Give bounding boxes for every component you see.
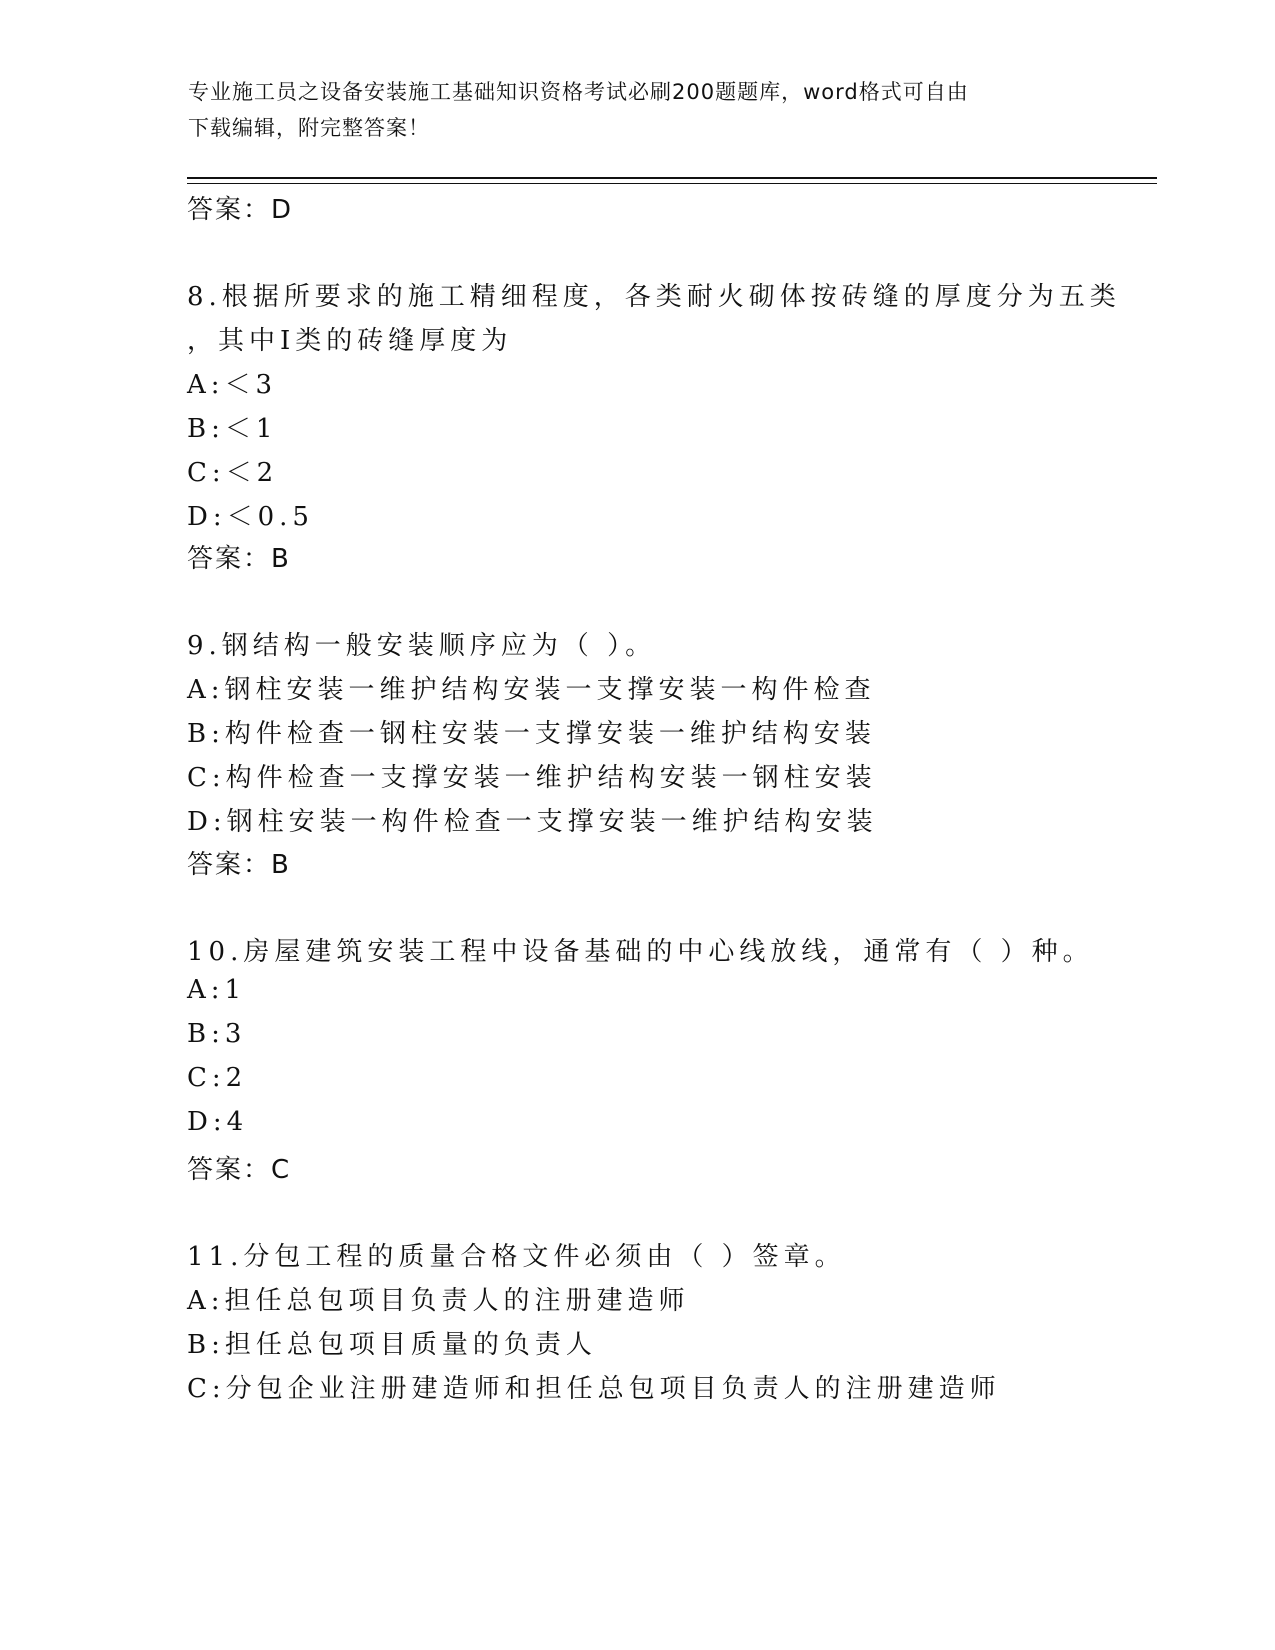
option-b: B:3 — [187, 1019, 247, 1049]
header-title-line-2: 下载编辑，附完整答案！ — [188, 116, 430, 140]
option-d: D:4 — [187, 1107, 249, 1137]
question-stem-line-2: ，其中Ⅰ类的砖缝厚度为 — [187, 326, 513, 356]
option-b: B:担任总包项目质量的负责人 — [187, 1330, 597, 1360]
previous-answer: 答案：D — [187, 195, 294, 225]
question-stem-line-1: 8.根据所要求的施工精细程度，各类耐火砌体按砖缝的厚度分为五类 — [187, 282, 1121, 312]
option-a: A:钢柱安装一维护结构安装一支撑安装一构件检查 — [187, 675, 876, 705]
answer: 答案：B — [187, 544, 291, 574]
option-a: A:1 — [187, 975, 247, 1005]
option-b: B:＜1 — [187, 414, 278, 444]
question-stem-line-1: 11.分包工程的质量合格文件必须由（ ）签章。 — [187, 1242, 846, 1272]
header-rule-thick — [187, 177, 1157, 179]
option-d: D:钢柱安装一构件检查一支撑安装一维护结构安装 — [187, 807, 878, 837]
option-c: C:分包企业注册建造师和担任总包项目负责人的注册建造师 — [187, 1374, 1001, 1404]
question-stem-line-1: 9.钢结构一般安装顺序应为（ ）。 — [187, 631, 657, 661]
answer: 答案：B — [187, 850, 291, 880]
option-a: A:担任总包项目负责人的注册建造师 — [187, 1286, 690, 1316]
option-a: A:＜3 — [187, 370, 278, 400]
option-c: C:2 — [187, 1063, 248, 1093]
header-title-line-1: 专业施工员之设备安装施工基础知识资格考试必刷200题题库，word格式可自由 — [188, 80, 969, 104]
option-c: C:＜2 — [187, 458, 279, 488]
option-b: B:构件检查一钢柱安装一支撑安装一维护结构安装 — [187, 719, 876, 749]
option-d: D:＜0.5 — [187, 502, 314, 532]
header-rule-thin — [187, 183, 1157, 184]
option-c: C:构件检查一支撑安装一维护结构安装一钢柱安装 — [187, 763, 877, 793]
page-header — [188, 74, 1088, 146]
question-stem-line-1: 10.房屋建筑安装工程中设备基础的中心线放线，通常有（ ）种。 — [187, 937, 1094, 967]
answer: 答案：C — [187, 1155, 292, 1185]
